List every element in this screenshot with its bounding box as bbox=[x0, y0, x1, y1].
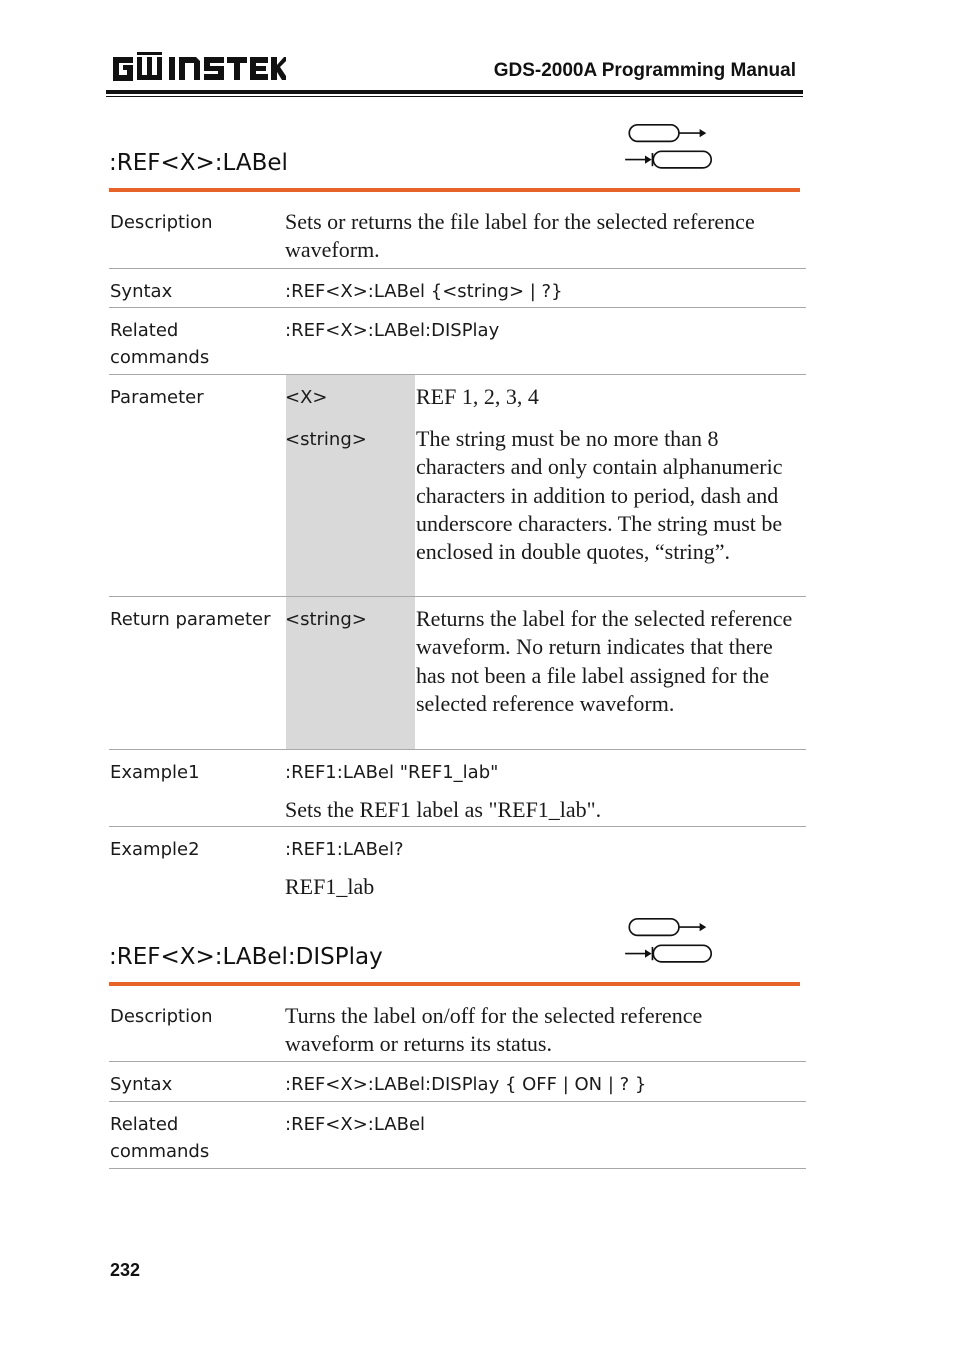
syntax-label: Syntax bbox=[110, 1074, 173, 1095]
header-rule bbox=[106, 90, 803, 94]
row-divider bbox=[109, 826, 806, 827]
related-command: :REF<X>:LABel:DISPlay bbox=[285, 320, 500, 341]
example1-label: Example1 bbox=[110, 762, 200, 783]
section-title: :REF<X>:LABel:DISPlay bbox=[109, 944, 383, 970]
gw-instek-logo bbox=[111, 52, 286, 86]
example1-command: :REF1:LABel "REF1_lab" bbox=[285, 762, 499, 783]
section-rule bbox=[109, 188, 800, 192]
return-desc: Returns the label for the selected reference waveform. No return indicates that there has not been a file label assigned for the selected reference waveform. bbox=[416, 606, 793, 716]
header-rule-thin bbox=[106, 96, 803, 97]
row-divider bbox=[109, 307, 806, 308]
parameter-desc: REF 1, 2, 3, 4 bbox=[416, 384, 539, 409]
row-divider bbox=[109, 749, 806, 750]
return-label: Return parameter bbox=[110, 609, 271, 630]
row-divider bbox=[109, 268, 806, 269]
manual-title: GDS-2000A Programming Manual bbox=[493, 60, 796, 81]
set-query-icon bbox=[616, 124, 722, 172]
syntax-text: :REF<X>:LABel:DISPlay { OFF | ON | ? } bbox=[285, 1074, 647, 1095]
set-query-icon bbox=[616, 918, 722, 966]
page-number: 232 bbox=[110, 1260, 141, 1280]
row-divider bbox=[109, 1101, 806, 1102]
example2-label: Example2 bbox=[110, 839, 200, 860]
example2-command: :REF1:LABel? bbox=[285, 839, 404, 860]
description-text: Turns the label on/off for the selected reference waveform or returns its status. bbox=[285, 1003, 703, 1057]
row-divider bbox=[109, 1061, 806, 1062]
related-label-2: commands bbox=[110, 347, 210, 368]
section-title: :REF<X>:LABel bbox=[109, 150, 288, 176]
syntax-text: :REF<X>:LABel {<string> | ?} bbox=[285, 281, 563, 302]
related-label: Related bbox=[110, 320, 179, 341]
parameter-desc: The string must be no more than 8 characters and only contain alphanumeric characters in addition to period, dash and underscore characters. The string must be enclosed in double quotes, “string”. bbox=[416, 426, 783, 565]
description-text: Sets or returns the file label for the selected reference waveform. bbox=[285, 209, 755, 263]
row-divider bbox=[109, 1168, 806, 1169]
parameter-name: <string> bbox=[285, 429, 367, 450]
row-divider bbox=[109, 374, 806, 375]
parameter-label: Parameter bbox=[110, 387, 204, 408]
related-label: Related bbox=[110, 1114, 179, 1135]
section-rule bbox=[109, 982, 800, 986]
description-label: Description bbox=[110, 1006, 213, 1027]
syntax-label: Syntax bbox=[110, 281, 173, 302]
example2-response: REF1_lab bbox=[285, 874, 375, 899]
return-name: <string> bbox=[285, 609, 367, 630]
example1-note: Sets the REF1 label as "REF1_lab". bbox=[285, 797, 602, 822]
parameter-name: <X> bbox=[285, 387, 328, 408]
related-command: :REF<X>:LABel bbox=[285, 1114, 426, 1135]
row-divider bbox=[109, 596, 806, 597]
related-label-2: commands bbox=[110, 1141, 210, 1162]
description-label: Description bbox=[110, 212, 213, 233]
